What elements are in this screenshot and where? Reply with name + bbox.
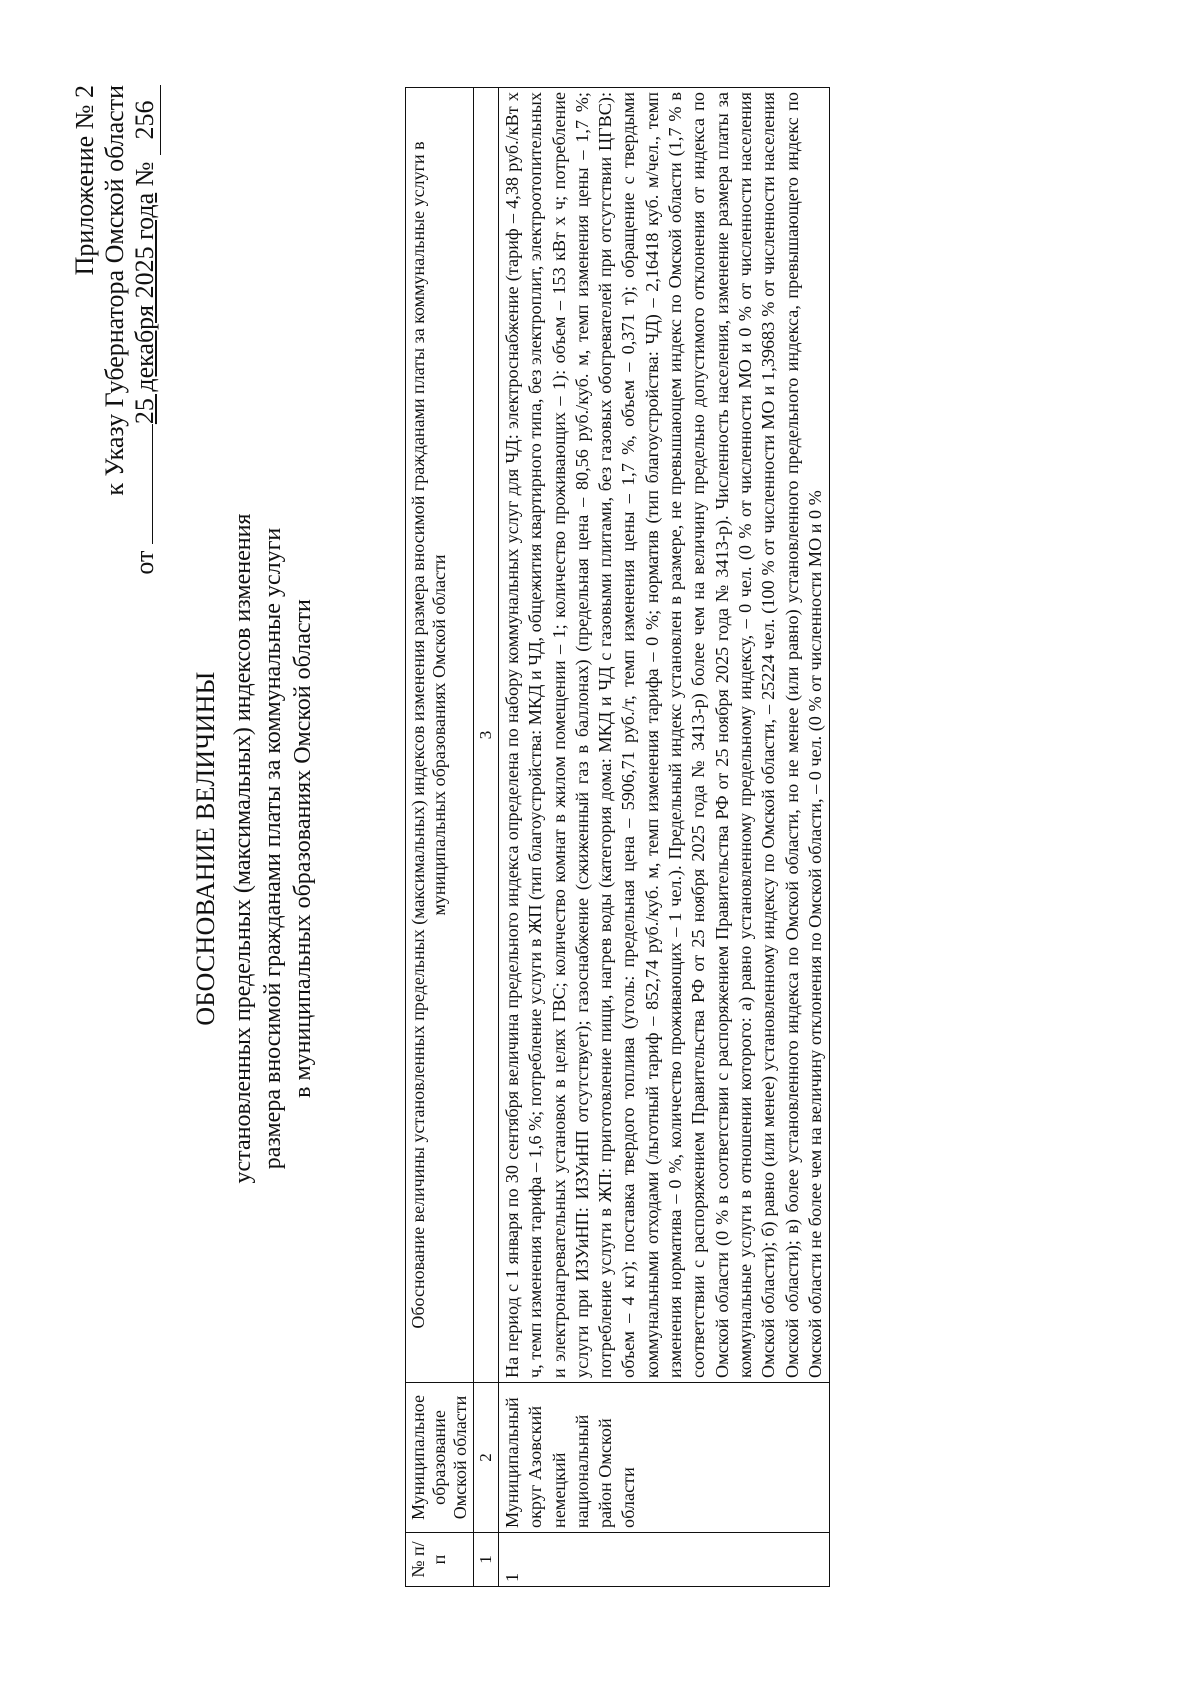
header-justification: Обоснование величины установленных предельных (максимальных) индексов изменения размера вносимой гражданами платы за коммунальные услуги в муниципальных образованиях Омской области — [406, 88, 474, 1383]
table-header-row — [406, 88, 474, 1587]
document-title — [190, 0, 318, 1697]
appendix-annotation — [70, 85, 161, 575]
decree-date-line — [130, 85, 161, 575]
column-number-1: 1 — [474, 1533, 499, 1587]
column-number-3: 3 — [474, 88, 499, 1383]
date-underline — [130, 424, 153, 544]
appendix-number: Приложение № 2 — [70, 85, 99, 276]
column-number-row — [474, 88, 499, 1587]
header-number: № п/п — [406, 1533, 474, 1587]
title-line-2: размера вносимой гражданами платы за коммунальные услуги — [260, 527, 286, 1170]
title-heading: ОБОСНОВАНИЕ ВЕЛИЧИНЫ — [191, 671, 220, 1026]
title-line-1: установленных предельных (максимальных) индексов изменения — [230, 513, 256, 1184]
row-justification: На период с 1 января по 30 сентября величина предельного индекса определена по набору коммунальных услуг для ЧД: электроснабжение (тариф – 4,38 руб./кВт х ч, темп изменения тарифа – 1,6 %; потребление услуги в ЖП (тип благоустройства: МКД и ЧД, общежития квартирного типа, без электроплит, электроотопительных и электронагревательных установок в целях ГВС; количество комнат в жилом помещении – 1; количество проживающих – 1): объем – 153 кВт х ч; потребление услуги при ИЗУиНП: ИЗУиНП отсутствует); газоснабжение (сжиженный газ в баллонах) (предельная цена – 80,56 руб./куб. м, темп изменения цены – 1,7 %; потребление услуги в ЖП: приготовление пищи, нагрев воды (категория дома: МКД и ЧД с газовыми плитами, без газовых обогревателей при отсутствии ЦГВС): объем – 4 кг); поставка твердого топлива (уголь: предельная цена – 5906,71 руб./т, темп изменения цены – 1,7 %, объем – 0,371 т); обращение с твердыми коммунальными отходами (льготный тариф – 852,74 руб./куб. м, темп изменения тарифа – 0 %; норматив (тип благоустройства: ЧД) – 2,16418 куб. м/чел., темп изменения норматива – 0 %, количество проживающих – 1 чел.). Предельный индекс установлен в размере, не превышающем индекс по Омской области (1,7 % в соответствии с распоряжением Правительства РФ от 25 ноября 2025 года № 3413-р) более чем на величину предельно допустимого отклонения от индекса по Омской области (0 % в соответствии с распоряжением Правительства РФ от 25 ноября 2025 года № 3413-р). Численность населения, изменение размера платы за коммунальные услуги в отношении которого: а) равно установленному предельному индексу, – 0 чел. (0 % от численности МО и 0 % от численности населения Омской области); б) равно (или менее) установленному индексу по Омской области, – 25224 чел. (100 % от численности МО и 1,39683 % от численности населения Омской области); в) более установленного индекса по Омской области, но не менее (или равно) установленного предельного индекса, превышающего индекс по Омской области не более чем на величину отклонения по Омской области, – 0 чел. (0 % от численности МО и 0 % — [499, 88, 830, 1383]
table-row — [499, 88, 830, 1587]
decree-number: 256 — [130, 85, 161, 155]
justification-table — [405, 87, 830, 1587]
row-municipality: Муниципальный округ Азовский немецкий национальный район Омской области — [499, 1383, 830, 1533]
decree-date: 25 декабря 2025 года — [130, 192, 159, 425]
from-label: от — [130, 550, 159, 575]
decree-reference: к Указу Губернатора Омской области — [100, 85, 129, 496]
row-number: 1 — [499, 1533, 830, 1587]
header-municipality: Муниципальное образование Омской области — [406, 1383, 474, 1533]
number-label: № — [130, 161, 159, 187]
title-line-3: в муниципальных образованиях Омской области — [290, 599, 316, 1098]
column-number-2: 2 — [474, 1383, 499, 1533]
